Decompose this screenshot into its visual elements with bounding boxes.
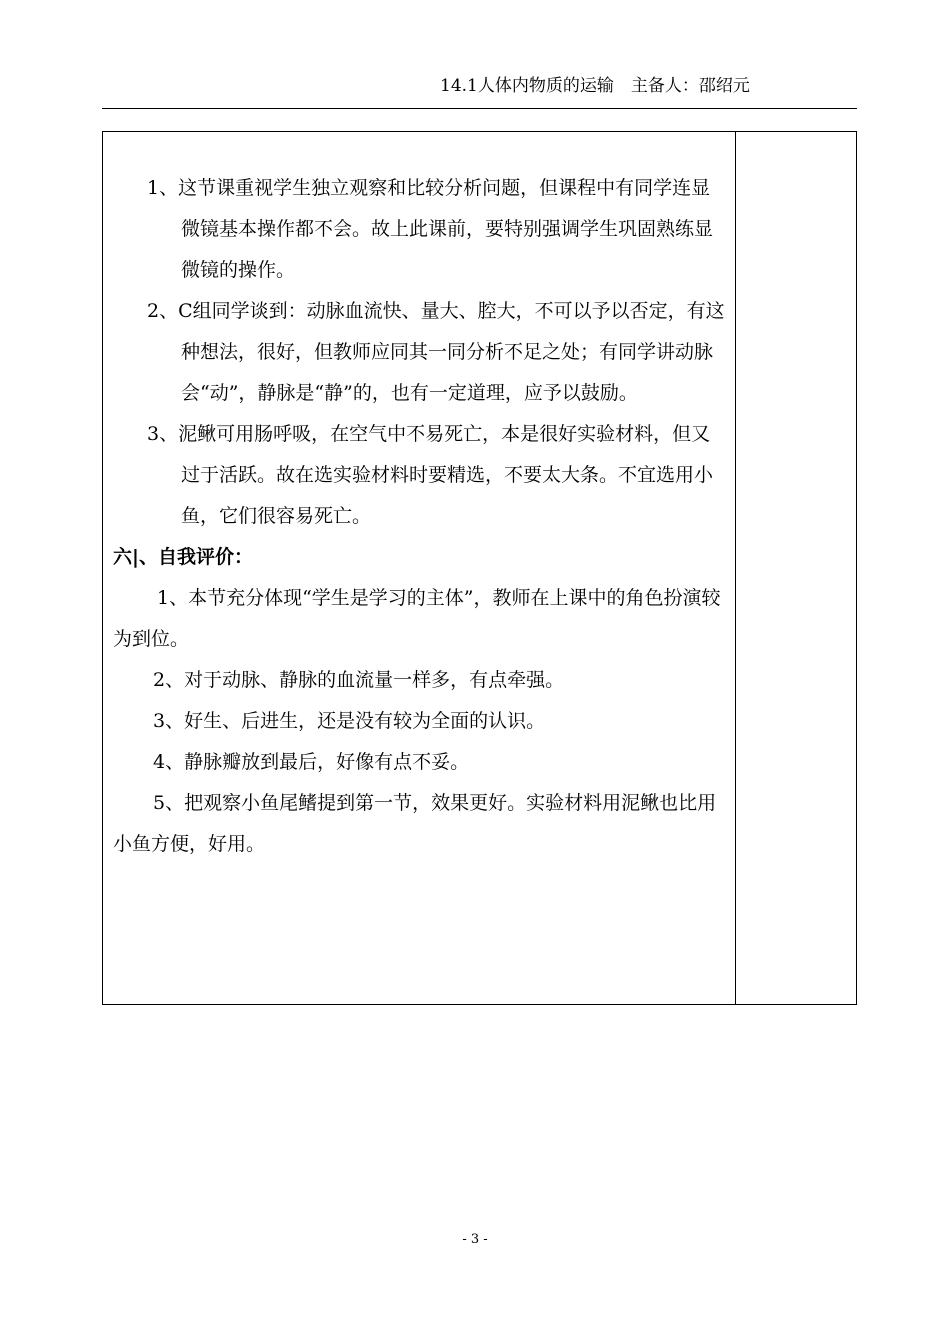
reflection-item: 3、泥鳅可用肠呼吸，在空气中不易死亡，本是很好实验材料，但又过于活跃。故在选实验材料时要精选，不要太大条。不宜选用小鱼，它们很容易死亡。: [147, 423, 714, 527]
content-table: [102, 131, 857, 1005]
page-number: - 3 -: [462, 1232, 488, 1247]
evaluation-item: 1、本节充分体现“学生是学习的主体”，教师在上课中的角色扮演较为到位。: [113, 587, 721, 650]
evaluation-item: 4、静脉瓣放到最后，好像有点不妥。: [153, 751, 470, 773]
evaluation-item: 2、对于动脉、静脉的血流量一样多，有点牵强。: [153, 669, 565, 691]
page-header: 14.1人体内物质的运输 主备人：邵绍元: [440, 76, 750, 96]
evaluation-item: 5、把观察小鱼尾鳍提到第一节，效果更好。实验材料用泥鳅也比用小鱼方便，好用。: [113, 792, 717, 855]
main-cell: [113, 168, 727, 865]
reflection-item: 1、这节课重视学生独立观察和比较分析问题，但课程中有同学连显微镜基本操作都不会。故上此课前，要特别强调学生巩固熟练显微镜的操作。: [147, 177, 714, 281]
section-title: 六|、自我评价：: [113, 546, 253, 568]
reflection-item: 2、C组同学谈到：动脉血流快、量大、腔大，不可以予以否定，有这种想法，很好，但教师应同其一同分析不足之处；有同学讲动脉会“动”，静脉是“静”的，也有一定道理，应予以鼓励。: [147, 300, 725, 404]
evaluation-item: 3、好生、后进生，还是没有较为全面的认识。: [153, 710, 546, 732]
header-rule: [102, 108, 857, 109]
column-divider: [735, 132, 736, 1004]
